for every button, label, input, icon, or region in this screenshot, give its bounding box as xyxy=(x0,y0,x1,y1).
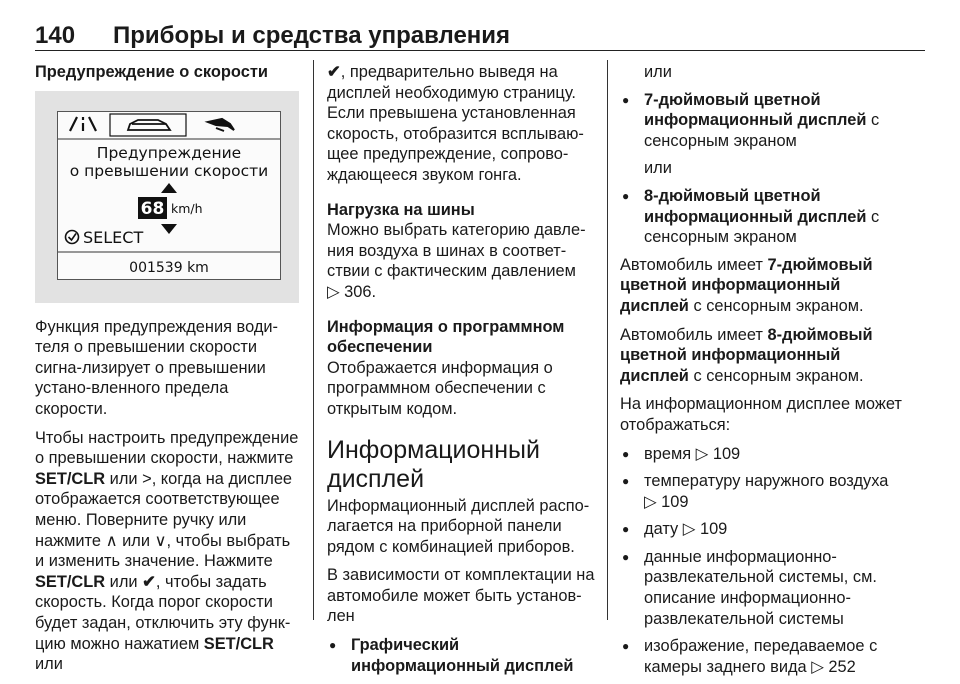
software-heading: Информация о программном обеспечении xyxy=(327,317,565,357)
paragraph: или xyxy=(644,159,672,178)
page-ref-icon: ▷ xyxy=(811,657,824,676)
column-2 xyxy=(327,62,595,683)
tire-heading: Нагрузка на шины xyxy=(327,200,475,219)
column-1 xyxy=(35,62,301,683)
display-line-2: о превышении скорости xyxy=(69,161,269,180)
paragraph: Можно выбрать категорию давле-ния воздуха в шинах в соответ-ствии с фактическим давлением ▷ 306. xyxy=(327,221,586,301)
page-ref-icon: ▷ xyxy=(682,520,696,539)
list-item: ● изображение, передаваемое с камеры заднего вида ▷ 252 xyxy=(620,636,905,677)
speed-value: 68 xyxy=(140,198,165,219)
list-item: ● Графический информационный дисплей xyxy=(327,635,595,676)
speed-unit: km/h xyxy=(171,200,203,216)
road-icon xyxy=(70,117,96,131)
list-item: ● температуру наружного воздуха ▷ 109 xyxy=(620,471,905,512)
paragraph: Функция предупреждения води-теля о превышении скорости сигна-лизирует о превышении устано-вленного предела скорости. xyxy=(35,317,279,418)
section-heading: Предупреждение о скорости xyxy=(35,63,268,81)
list-item: ● 8-дюймовый цветной информационный дисплей с сенсорным экраном xyxy=(620,186,905,248)
checkmark-icon: ✔ xyxy=(327,63,341,81)
list-item: ● дату ▷ 109 xyxy=(620,519,905,540)
chevron-up-icon: ∧ xyxy=(105,531,118,550)
display-graphic xyxy=(58,112,280,279)
paragraph: Информационный дисплей распо-лагается на приборной панели рядом с комбинацией приборов. xyxy=(327,496,590,556)
arrow-up-icon xyxy=(161,183,177,193)
instrument-display-figure xyxy=(35,91,299,303)
paragraph: или xyxy=(644,63,672,81)
list-item: ● 7-дюймовый цветной информационный дисплей с сенсорным экраном xyxy=(620,90,905,152)
arrow-down-icon xyxy=(161,224,177,234)
page-ref-icon: ▷ xyxy=(327,282,340,301)
page-header xyxy=(35,22,925,51)
column-divider xyxy=(607,60,608,620)
paragraph: На информационном дисплее может отображаться: xyxy=(620,395,902,434)
car-icon xyxy=(128,120,170,130)
check-circle-icon xyxy=(66,230,79,243)
paragraph: Чтобы настроить предупреждение о превышении скорости, нажмите SET/CLR или >, когда на дисплее отображается соответствующее меню. Поверните ручку или нажмите ∧ или ∨, чтобы выбрать и изменить значение. Нажмите SET/CLR или ✔, чтобы задать скорость. Когда порог скорости будет задан, отключить эту функ-цию можно нажатием SET/CLR или xyxy=(35,428,299,674)
column-3 xyxy=(620,62,905,684)
list-item: ● время ▷ 109 xyxy=(620,444,905,465)
display-panel xyxy=(57,111,281,280)
paragraph: ✔, предварительно выведя на дисплей необходимую страницу. Если превышена установленная скорость, отобразится всплываю-щее предупреждение, сопрово-ждающееся звуком гонга. xyxy=(327,63,584,184)
checkmark-icon: ✔ xyxy=(142,572,156,591)
page-title: Приборы и средства управления xyxy=(113,22,511,49)
chevron-right-icon: > xyxy=(142,469,152,488)
page-ref-icon: ▷ xyxy=(695,444,709,463)
page-number: 140 xyxy=(35,22,76,49)
odometer: 001539 km xyxy=(129,259,209,276)
column-divider xyxy=(313,60,314,620)
chevron-down-icon: ∨ xyxy=(154,531,167,550)
paragraph: Отображается информация о программном обеспечении с открытым кодом. xyxy=(327,358,553,418)
info-display-heading: Информационный дисплей xyxy=(327,435,540,493)
select-label: SELECT xyxy=(83,227,144,247)
paragraph: Автомобиль имеет 8-дюймовый цветной информационный дисплей с сенсорным экраном. xyxy=(620,325,873,385)
list-item: ● данные информационно-развлекательной системы, см. описание информационно-развлекательной системы xyxy=(620,547,905,629)
tire-icon xyxy=(208,119,234,131)
paragraph: В зависимости от комплектации на автомобиле может быть установ-лен xyxy=(327,566,595,626)
paragraph: Автомобиль имеет 7-дюймовый цветной информационный дисплей с сенсорным экраном. xyxy=(620,255,873,315)
page-ref-icon: ▷ xyxy=(644,492,657,511)
display-line-1: Предупреждение xyxy=(96,143,242,162)
